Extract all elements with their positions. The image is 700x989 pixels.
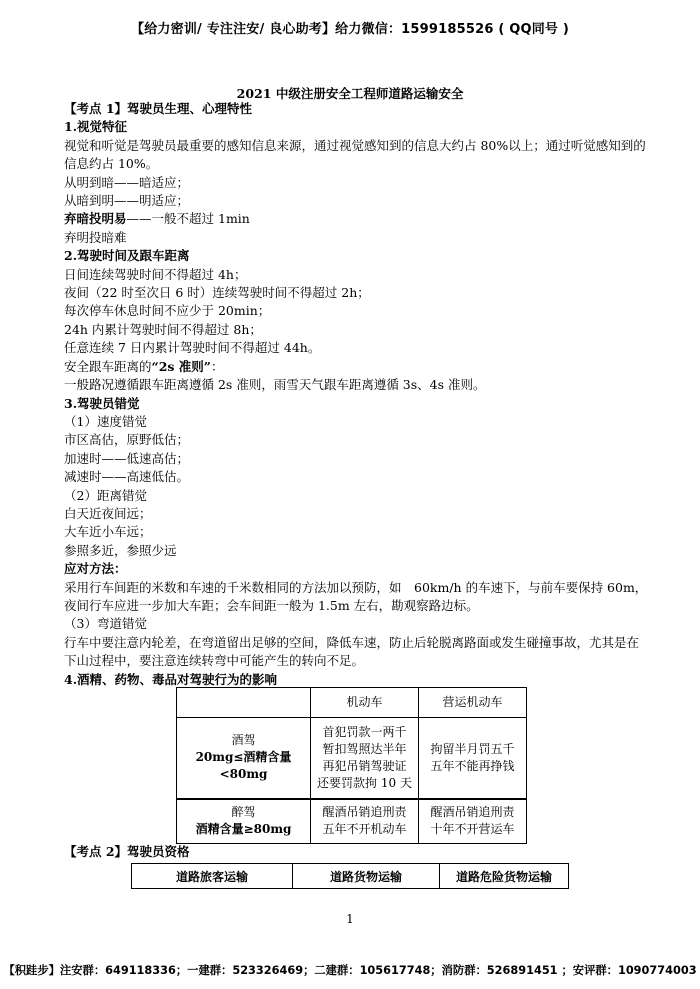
row-label-drink-driving xyxy=(177,718,311,799)
follow-rule-name: “2s 准则” xyxy=(151,358,211,374)
penalty-line: 五年不能再挣钱 xyxy=(430,758,515,773)
row-name: 醉驾 xyxy=(231,805,256,820)
driving-time-line: 日间连续驾驶时间不得超过 4h； xyxy=(64,266,247,282)
cell-motor-penalty xyxy=(311,799,419,844)
row-label-drunk-driving xyxy=(177,799,311,844)
cell-commercial-penalty xyxy=(419,799,527,844)
easy-rest: ——一般不超过 1min xyxy=(126,211,250,227)
follow-rule-line xyxy=(64,358,650,376)
penalty-line: 十年不开营运车 xyxy=(430,822,515,837)
distance-illusion-line: 参照多近，参照少远 xyxy=(64,542,177,558)
document-title: 2021 中级注册安全工程师道路运输安全 xyxy=(236,86,464,101)
visual-line-easy xyxy=(64,210,650,228)
driving-time-line: 24h 内累计驾驶时间不得超过 8h； xyxy=(64,321,262,337)
penalty-line: 醒酒吊销追刑责 xyxy=(322,805,407,820)
follow-rule-colon: ： xyxy=(210,358,224,374)
speed-illusion-line: 市区高估，原野低估； xyxy=(64,432,190,448)
document-body xyxy=(64,100,650,689)
distance-illusion-line: 大车近小车远； xyxy=(64,524,152,540)
curve-illusion-heading: （3）弯道错觉 xyxy=(64,616,147,632)
penalty-line: 暂扣驾照达半年 xyxy=(322,741,407,756)
distance-illusion-line: 白天近夜间远； xyxy=(64,505,152,521)
visual-line-hard: 弃明投暗难 xyxy=(64,229,127,245)
heading-visual: 1.视觉特征 xyxy=(64,119,128,135)
speed-illusion-heading: （1）速度错觉 xyxy=(64,413,147,429)
qual-passenger: 道路旅客运输 xyxy=(132,864,293,889)
qual-freight: 道路货物运输 xyxy=(293,864,440,889)
qual-hazardous: 道路危险货物运输 xyxy=(440,864,569,889)
penalty-line: 拘留半月罚五千 xyxy=(430,741,515,756)
cell-commercial-penalty xyxy=(419,718,527,799)
row-name: 酒驾 xyxy=(231,733,256,748)
penalty-line: 醒酒吊销追刑责 xyxy=(430,805,515,820)
driving-time-line: 夜间（22 时至次日 6 时）连续驾驶时间不得超过 2h； xyxy=(64,285,370,301)
penalty-line: 再犯吊销驾驶证 xyxy=(322,758,407,773)
curve-illusion-paragraph: 行车中要注意内轮差，在弯道留出足够的空间，降低车速，防止后轮脱离路面或发生碰撞事故，尤其是在下山过程中，要注意连续转弯中可能产生的转向不足。 xyxy=(64,634,640,669)
drunk-driving-table xyxy=(176,687,527,844)
page-number: 1 xyxy=(346,912,354,926)
speed-illusion-line: 减速时——高速低估。 xyxy=(64,469,190,485)
cell-motor-penalty xyxy=(311,718,419,799)
driving-time-line: 每次停车休息时间不应少于 20min； xyxy=(64,303,271,319)
penalty-line: 首犯罚款一两千 xyxy=(322,724,407,739)
header-motor-vehicle: 机动车 xyxy=(311,688,419,718)
coping-heading: 应对方法： xyxy=(64,561,127,577)
follow-rule-prefix: 安全跟车距离的 xyxy=(64,358,152,374)
visual-paragraph: 视觉和听觉是驾驶员最重要的感知信息来源，通过视觉感知到的信息大约占 80%以上；通过听觉感知到的信息约占 10%。 xyxy=(64,137,646,172)
easy-phrase: 弃暗投明易 xyxy=(64,211,127,227)
table-corner-cell xyxy=(177,688,311,718)
distance-illusion-heading: （2）距离错觉 xyxy=(64,487,147,503)
section-point-1: 【考点 1】驾驶员生理、心理特性 xyxy=(64,101,253,116)
coping-paragraph: 采用行车间距的米数和车速的千米数相同的方法加以预防，如 60km/h 的车速下，与前车要保持 60m，夜间行车应进一步加大车距；会车间距一般为 1.5m 左右，勘观察路边标。 xyxy=(64,579,648,613)
follow-rule-detail: 一般路况遵循跟车距离遵循 2s 准则，雨雪天气跟车距离遵循 3s、4s 准则。 xyxy=(64,377,486,393)
row-condition: 20mg≤酒精含量<80mg xyxy=(195,750,292,782)
header-commercial-vehicle: 营运机动车 xyxy=(419,688,527,718)
heading-illusion: 3.驾驶员错觉 xyxy=(64,395,140,411)
page-header-banner: 【给力密训/ 专注注安/ 良心助考】给力微信：1599185526 ( QQ同号 ) xyxy=(131,22,569,37)
penalty-line: 五年不开机动车 xyxy=(322,822,407,837)
heading-driving-time: 2.驾驶时间及跟车距离 xyxy=(64,248,190,264)
section-point-2: 【考点 2】驾驶员资格 xyxy=(64,844,190,859)
speed-illusion-line: 加速时——低速高估； xyxy=(64,450,190,466)
driving-time-line: 任意连续 7 日内累计驾驶时间不得超过 44h。 xyxy=(64,340,321,356)
page-footer-banner: 【积跬步】注安群：649118336；一建群：523326469；二建群：105617748；消防群：526891451 ；安评群：1090774003 xyxy=(3,964,697,977)
driver-qualification-table xyxy=(131,863,569,889)
visual-line-light: 从暗到明——明适应； xyxy=(64,193,190,209)
row-condition: 酒精含量≥80mg xyxy=(195,822,292,837)
visual-line-dark: 从明到暗——暗适应； xyxy=(64,174,190,190)
penalty-line: 还要罚款拘 10 天 xyxy=(317,775,412,790)
heading-alcohol-drugs: 4.酒精、药物、毒品对驾驶行为的影响 xyxy=(64,671,278,687)
